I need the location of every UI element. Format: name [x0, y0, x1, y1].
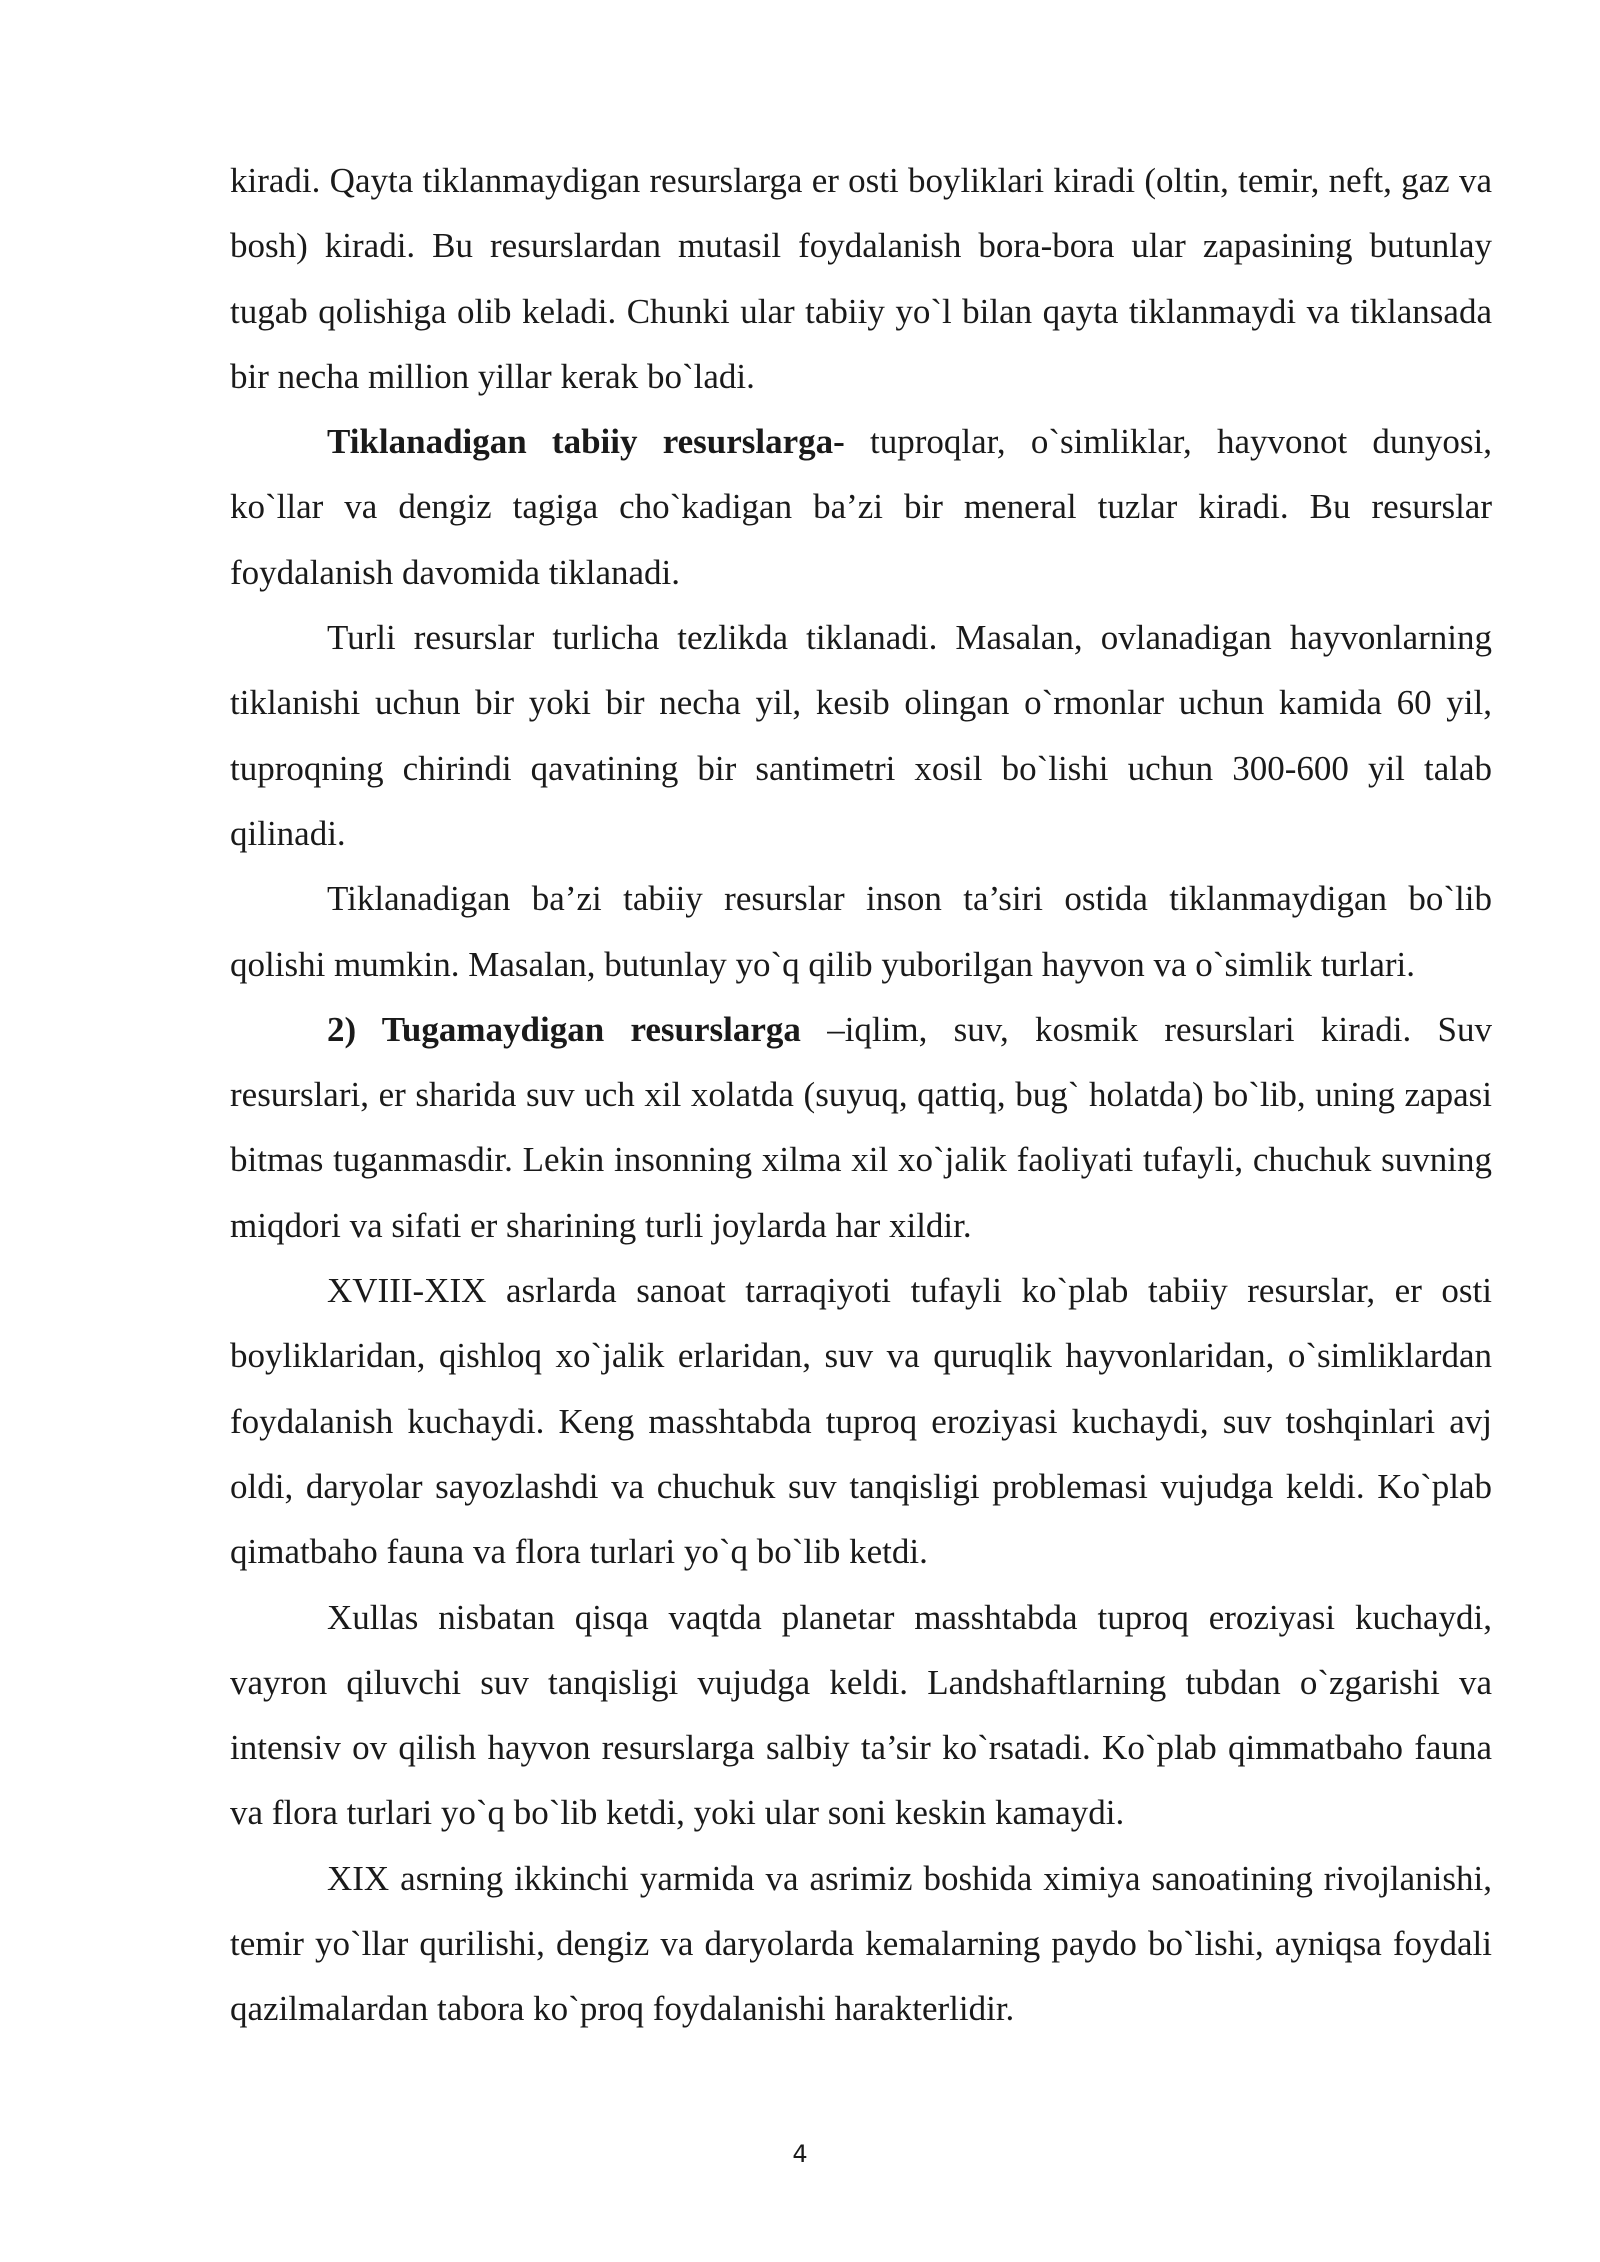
paragraph-7-text: Xullas nisbatan qisqa vaqtda planetar masshtabda tuproq eroziyasi kuchaydi, vayron qiluvchi suv tanqisligi vujudga keldi. Landshaftlarning tubdan o`zgarishi va intensiv ov qilish hayvon resurslarga salbiy ta’sir ko`rsatadi. Ko`plab qimmatbaho fauna va flora turlari yo`q bo`lib ketdi, yoki ular soni keskin kamaydi. — [230, 1597, 1492, 1833]
paragraph-8-text: XIX asrning ikkinchi yarmida va asrimiz boshida ximiya sanoatining rivojlanishi, temir yo`llar qurilishi, dengiz va daryolarda kemalarning paydo bo`lishi, ayniqsa foydali qazilmalardan tabora ko`proq foydalanishi harakterlidir. — [230, 1858, 1492, 2029]
paragraph-2-text: tuproqlar, o`simliklar, hayvonot dunyosi, ko`llar va dengiz tagiga cho`kadigan ba’zi bir meneral tuzlar kiradi. Bu resurslar foydalanish davomida tiklanadi. — [230, 422, 1492, 592]
paragraph-5-bold-term: 2) Tugamaydigan resurslarga — [327, 1009, 801, 1049]
page-number: 4 — [792, 2140, 808, 2168]
paragraph-1 — [230, 148, 1492, 409]
paragraph-2 — [230, 409, 1492, 605]
paragraph-5-text: –iqlim, suv, kosmik resurslari kiradi. Suv resurslari, er sharida suv uch xil xolatda (suyuq, qattiq, bug` holatda) bo`lib, uning zapasi bitmas tuganmasdir. Lekin insonning xilma xil xo`jalik faoliyati tufayli, chuchuk suvning miqdori va sifati er sharining turli joylarda har xildir. — [230, 1009, 1492, 1245]
paragraph-3-text: Turli resurslar turlicha tezlikda tiklanadi. Masalan, ovlanadigan hayvonlarning tiklanishi uchun bir yoki bir necha yil, kesib olingan o`rmonlar uchun kamida 60 yil, tuproqning chirindi qavatining bir santimetri xosil bo`lishi uchun 300-600 yil talab qilinadi. — [230, 618, 1492, 853]
paragraph-4 — [230, 866, 1492, 997]
paragraph-7 — [230, 1585, 1492, 1846]
paragraph-5 — [230, 997, 1492, 1258]
paragraph-2-bold-term: Tiklanadigan tabiiy resurslarga- — [327, 422, 845, 462]
paragraph-1-text: kiradi. Qayta tiklanmaydigan resurslarga er osti boyliklari kiradi (oltin, temir, neft, gaz va bosh) kiradi. Bu resurslardan mutasil foydalanish bora-bora ular zapasining butunlay tugab qolishiga olib keladi. Chunki ular tabiiy yo`l bilan qayta tiklanmaydi va tiklansada bir necha million yillar kerak bo`ladi. — [230, 161, 1492, 396]
paragraph-6 — [230, 1258, 1492, 1584]
paragraph-8 — [230, 1846, 1492, 2042]
paragraph-6-text: XVIII-XIX asrlarda sanoat tarraqiyoti tufayli ko`plab tabiiy resurslar, er osti boyliklaridan, qishloq xo`jalik erlaridan, suv va quruqlik hayvonlaridan, o`simliklardan foydalanish kuchaydi. Keng masshtabda tuproq eroziyasi kuchaydi, suv toshqinlari avj oldi, daryolar sayozlashdi va chuchuk suv tanqisligi problemasi vujudga keldi. Ko`plab qimatbaho fauna va flora turlari yo`q bo`lib ketdi. — [230, 1271, 1492, 1572]
paragraph-3 — [230, 605, 1492, 866]
document-body — [230, 148, 1492, 2042]
paragraph-4-text: Tiklanadigan ba’zi tabiiy resurslar inson ta’siri ostida tiklanmaydigan bo`lib qolishi mumkin. Masalan, butunlay yo`q qilib yuborilgan hayvon va o`simlik turlari. — [230, 879, 1492, 984]
